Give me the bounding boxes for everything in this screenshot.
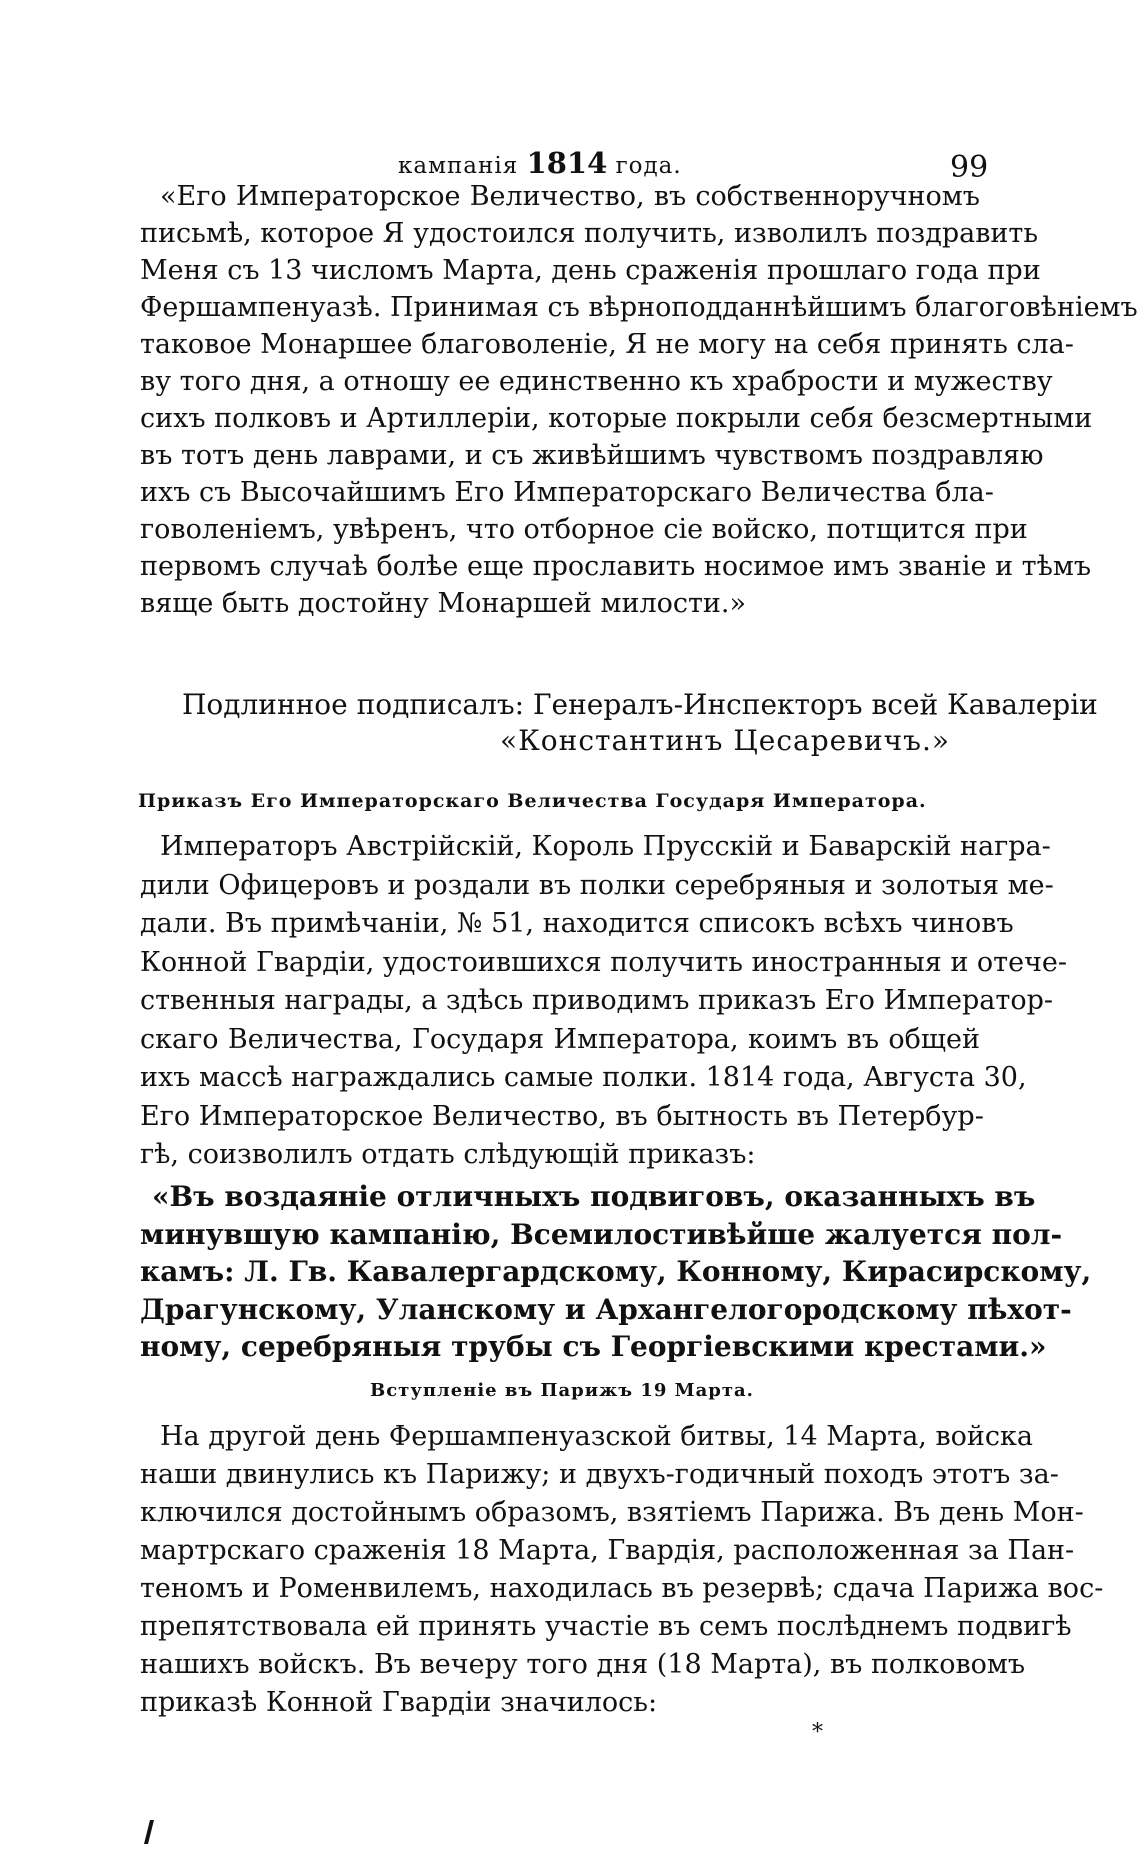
signature-name: «Константинъ Цесаревичъ.» xyxy=(500,724,951,757)
letter-line: ихъ съ Высочайшимъ Его Императорскаго Величества бла- xyxy=(140,477,994,508)
ink-mark xyxy=(144,1820,154,1844)
order-line: дали. Въ примѣчаніи, № 51, находится списокъ всѣхъ чиновъ xyxy=(140,908,1014,939)
order-heading: Приказъ Его Императорскаго Величества Государя Императора. xyxy=(138,790,927,812)
quote-line: минувшую кампанію, Всемилостивѣйше жалуется пол- xyxy=(140,1217,1063,1251)
letter-line: Фершампенуазѣ. Принимая съ вѣрноподданнѣйшимъ благоговѣніемъ xyxy=(140,292,1138,323)
paris-line: мартрскаго сраженія 18 Марта, Гвардія, расположенная за Пан- xyxy=(140,1535,1075,1566)
page-number: 99 xyxy=(950,150,989,185)
order-line: гѣ, соизволилъ отдать слѣдующій приказъ: xyxy=(140,1139,756,1170)
order-quote xyxy=(140,1178,1092,1366)
quote-line: «Въ воздаяніе отличныхъ подвиговъ, оказанныхъ въ xyxy=(152,1180,1036,1213)
paris-line: теномъ и Роменвилемъ, находилась въ резервѣ; сдача Парижа вос- xyxy=(140,1573,1104,1604)
paris-line: приказѣ Конной Гвардіи значилось: xyxy=(140,1687,658,1718)
letter-line: Меня съ 13 числомъ Марта, день сраженія прошлаго года при xyxy=(140,255,1041,286)
order-line: Императоръ Австрійскій, Король Прусскій и Баварскій награ- xyxy=(160,831,1051,862)
paris-line: наши двинулись къ Парижу; и двухъ-годичный походъ этотъ за- xyxy=(140,1459,1059,1490)
section-heading: Вступленіе въ Парижъ 19 Марта. xyxy=(370,1380,754,1401)
order-line: ственныя награды, а здѣсь приводимъ приказъ Его Император- xyxy=(140,985,1053,1016)
quote-line: ному, серебряныя трубы съ Георгіевскими крестами.» xyxy=(140,1330,1047,1363)
order-line: ихъ массѣ награждались самые полки. 1814 года, Августа 30, xyxy=(140,1062,1027,1093)
order-line: Его Императорское Величество, въ бытность въ Петербур- xyxy=(140,1100,984,1132)
letter-line: вяще быть достойну Монаршей милости.» xyxy=(140,588,747,619)
letter-line: таковое Монаршее благоволеніе, Я не могу на себя принять сла- xyxy=(140,329,1074,360)
letter-line: говоленіемъ, увѣренъ, что отборное сіе войско, потщится при xyxy=(140,514,1028,545)
letter-line: ву того дня, а отношу ее единственно къ храбрости и мужеству xyxy=(140,366,1053,397)
letter-line: письмѣ, которое Я удостоился получить, изволилъ поздравить xyxy=(140,218,1039,249)
order-paragraph xyxy=(140,828,1068,1175)
letter-line: въ тотъ день лаврами, и съ живѣйшимъ чувствомъ поздравляю xyxy=(140,440,1044,471)
running-head-suffix: года. xyxy=(615,153,682,179)
order-line: Конной Гвардіи, удостоившихся получить иностранныя и отече- xyxy=(140,946,1068,978)
signature-line: Подлинное подписалъ: Генералъ-Инспекторъ всей Кавалеріи xyxy=(182,688,1098,721)
letter-paragraph xyxy=(140,178,1138,622)
paris-line: На другой день Фершампенуазской битвы, 14 Марта, войска xyxy=(160,1421,1034,1452)
footnote-mark: * xyxy=(812,1720,823,1745)
quote-line: Драгунскому, Уланскому и Архангелогородскому пѣхот- xyxy=(140,1292,1072,1326)
running-head xyxy=(398,146,682,180)
paris-paragraph xyxy=(140,1418,1104,1722)
letter-line: первомъ случаѣ болѣе еще прославить носимое имъ званіе и тѣмъ xyxy=(140,551,1092,582)
paris-line: препятствовала ей принять участіе въ семъ послѣднемъ подвигѣ xyxy=(140,1611,1072,1642)
order-line: скаго Величества, Государя Императора, коимъ въ общей xyxy=(140,1023,980,1055)
paris-line: ключился достойнымъ образомъ, взятіемъ Парижа. Въ день Мон- xyxy=(140,1497,1084,1528)
quote-line: камъ: Л. Гв. Кавалергардскому, Конному, Кирасирскому, xyxy=(140,1255,1092,1288)
letter-line: «Его Императорское Величество, въ собственноручномъ xyxy=(160,181,980,212)
paris-line: нашихъ войскъ. Въ вечеру того дня (18 Марта), въ полковомъ xyxy=(140,1649,1026,1680)
order-line: дили Офицеровъ и роздали въ полки серебряныя и золотыя ме- xyxy=(140,869,1054,901)
running-head-prefix: кампанія xyxy=(398,153,519,179)
letter-line: сихъ полковъ и Артиллеріи, которые покрыли себя безсмертными xyxy=(140,403,1093,434)
running-head-year: 1814 xyxy=(526,146,608,180)
